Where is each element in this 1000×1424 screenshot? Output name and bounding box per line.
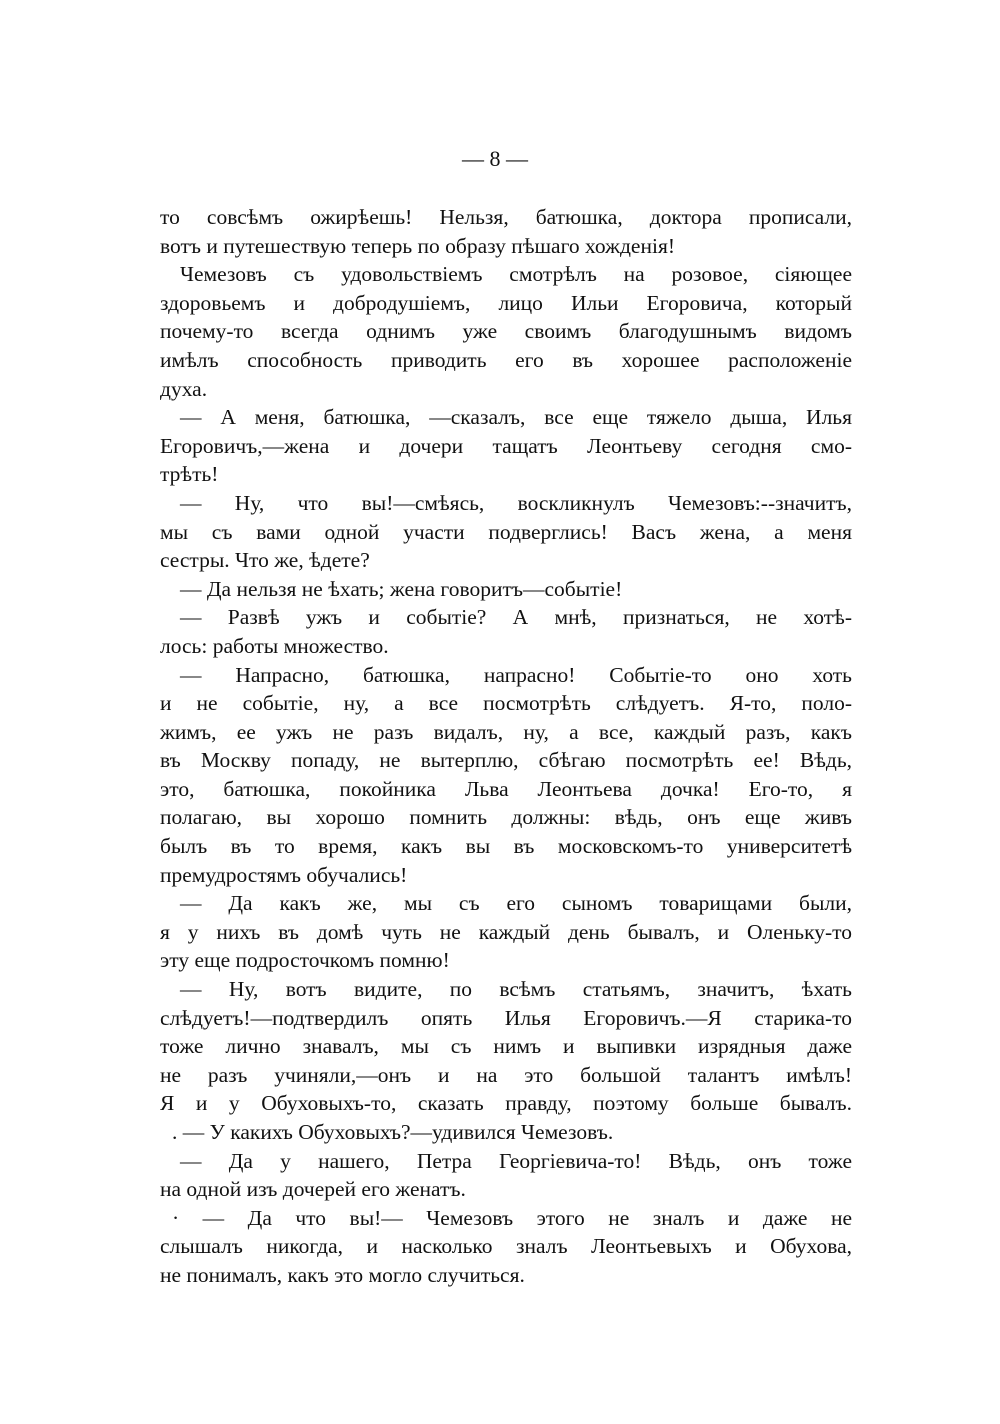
text-line: премудростямъ обучались! [160,862,408,887]
text-line: слѣдуетъ!—подтвердилъ опять Илья Егоровичъ.—Я старика-то [160,1005,852,1030]
text-line: Егоровичъ,—жена и дочери тащатъ Леонтьеву сегодня смо- [160,433,852,458]
text-line: это, батюшка, покойника Льва Леонтьева дочка! Его-то, я [160,776,852,801]
text-line: — Да какъ же, мы съ его сыномъ товарищами были, [180,891,852,916]
body-text [160,203,852,1290]
text-line: я у нихъ въ домѣ чуть не каждый день бывалъ, и Оленьку-то [160,919,852,944]
text-line: — Напрасно, батюшка, напрасно! Событіе-то оно хоть [180,662,852,687]
text-line: Я и у Обуховыхъ-то, сказать правду, поэтому больше бывалъ. [160,1091,852,1116]
text-line: . — У какихъ Обуховыхъ?—удивился Чемезовъ. [172,1120,614,1144]
text-line: не разъ учиняли,—онъ и на это большой талантъ имѣлъ! [160,1062,852,1087]
text-line: эту еще подросточкомъ помню! [160,948,450,973]
text-line: жимъ, ее ужъ не разъ видалъ, ну, а все, каждый разъ, какъ [160,719,852,744]
text-line: здоровьемъ и добродушіемъ, лицо Ильи Егоровича, который [160,290,852,315]
text-line: Чемезовъ съ удовольствіемъ смотрѣлъ на розовое, сіяющее [180,262,852,287]
text-line: — Ну, что вы!—смѣясь, воскликнулъ Чемезовъ:--значитъ, [180,490,852,515]
text-line: вотъ и путешествую теперь по образу пѣшаго хожденія! [160,233,676,258]
text-line: — Да у нашего, Петра Георгіевича-то! Вѣдь, онъ тоже [180,1148,852,1173]
text-line: трѣть! [160,462,219,487]
text-line: тоже лично знавалъ, мы съ нимъ и выпивки изрядныя даже [160,1034,852,1059]
text-line: — Ну, вотъ видите, по всѣмъ статьямъ, значитъ, ѣхать [180,977,852,1002]
text-line: слышалъ никогда, и насколько зналъ Леонтьевыхъ и Обухова, [160,1234,852,1259]
text-line: на одной изъ дочерей его женатъ. [160,1177,466,1202]
text-line: то совсѣмъ ожирѣешь! Нельзя, батюшка, доктора прописали, [160,205,852,229]
text-line: · — Да что вы!— Чемезовъ этого не зналъ и даже не [172,1205,852,1230]
text-line: и не событіе, ну, а все посмотрѣть слѣдуетъ. Я-то, поло- [160,691,852,716]
text-line: — Да нельзя не ѣхать; жена говоритъ—событіе! [180,576,623,601]
text-line: въ Москву попаду, не вытерплю, сбѣгаю посмотрѣть ее! Вѣдь, [160,748,852,773]
text-line: полагаю, вы хорошо помнить должны: вѣдь, онъ еще живъ [160,805,852,830]
text-line: — А меня, батюшка, —сказалъ, все еще тяжело дыша, Илья [180,405,852,430]
text-line: не понималъ, какъ это могло случиться. [160,1262,525,1287]
text-line: — Развѣ ужъ и событіе? А мнѣ, признаться, не хотѣ- [180,605,852,630]
text-line: духа. [160,376,208,401]
text-line: лось: работы множество. [160,633,389,658]
page-number: — 8 — [462,146,528,171]
text-line: имѣлъ способность приводить его въ хорошее расположеніе [160,347,852,372]
text-line: сестры. Что же, ѣдете? [160,548,370,573]
text-line: почему-то всегда однимъ уже своимъ благодушнымъ видомъ [160,319,852,344]
text-line: былъ въ то время, какъ вы въ московскомъ-то университетѣ [160,834,852,859]
text-line: мы съ вами одной участи подверглись! Васъ жена, а меня [160,519,852,544]
